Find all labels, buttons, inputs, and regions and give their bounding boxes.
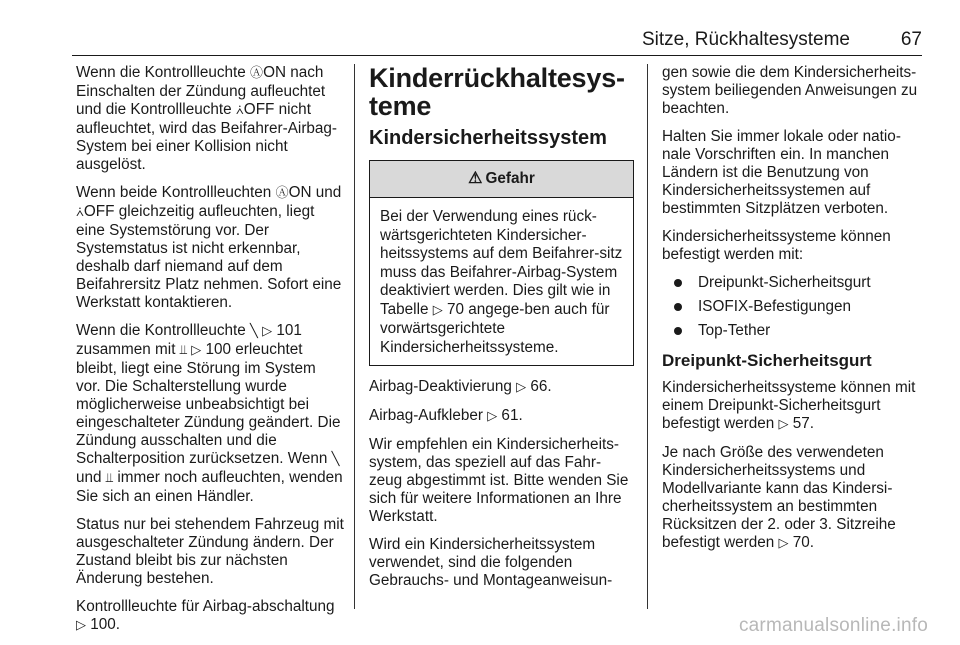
reference-arrow-icon[interactable]: ▷: [778, 417, 789, 432]
warning-label: Gefahr: [485, 170, 535, 187]
airbag-off-icon: ⩑: [235, 103, 244, 118]
paragraph: Kindersicherheitssysteme können mit einem Dreipunkt-Sicherheitsgurt befestigt werden ▷ 57.: [662, 379, 916, 432]
list-item: ISOFIX-Befestigungen: [662, 298, 926, 316]
warning-triangle-icon: ⚠: [468, 170, 483, 187]
column-divider: [647, 64, 648, 609]
reference-arrow-icon[interactable]: ▷: [262, 324, 273, 339]
paragraph: Wenn beide Kontrollleuchten ⒶON und ⩑OFF gleichzeitig aufleuchten, liegt eine Systemstörung vor. Der Systemstatus ist nicht erkennbar, deshalb darf niemand auf dem Beifahrersitz Platz nehmen. Sofort eine Werkstatt kontaktieren.: [76, 184, 342, 311]
paragraph: Airbag-Deaktivierung ▷ 66.: [369, 378, 552, 395]
paragraph: Je nach Größe des verwendeten Kindersicherheitssystems und Modellvariante kann das Kindersi-cherheitssystem an bestimmten Rücksitzen der 2. oder 3. Sitzreihe befestigt werden ▷ 70.: [662, 444, 896, 551]
reference-arrow-icon[interactable]: ▷: [778, 536, 789, 551]
column-2: [369, 64, 634, 600]
reference-arrow-icon[interactable]: ▷: [191, 343, 202, 358]
reference-arrow-icon[interactable]: ▷: [516, 380, 527, 395]
reference-arrow-icon[interactable]: ▷: [487, 409, 498, 424]
section-title: Kinderrückhaltesys-teme: [369, 63, 625, 121]
list-item: Dreipunkt-Sicherheitsgurt: [662, 274, 926, 292]
reference-arrow-icon[interactable]: ▷: [76, 618, 86, 633]
paragraph: Wenn die Kontrollleuchte ╲ ▷ 101 zusammen mit ⫫ ▷ 100 erleuchtet bleibt, liegt eine Störung im System vor. Die Schalterstellung wurde möglicherweise unbeabsichtigt bei eingeschalteter Zündung geändert. Die Zündung ausschalten und die Schalterposition zurücksetzen. Wenn ╲ und ⫫ immer noch aufleuchten, wenden Sie sich an einen Händler.: [76, 322, 343, 505]
warning-box: [369, 160, 634, 366]
paragraph: Wird ein Kindersicherheitssystem verwendet, sind die folgenden Gebrauchs- und Montageanweisun-: [369, 536, 613, 589]
paragraph: gen sowie die dem Kindersicherheits-system beiliegenden Anweisungen zu beachten.: [662, 64, 918, 117]
seatbelt-reminder-icon: ⫫: [105, 471, 114, 486]
subsection-title: Kindersicherheitssystem: [369, 127, 607, 149]
paragraph: Kindersicherheitssysteme können befestigt werden mit:: [662, 228, 891, 263]
paragraph: Airbag-Aufkleber ▷ 61.: [369, 407, 523, 424]
column-divider: [354, 64, 355, 609]
paragraph: Status nur bei stehendem Fahrzeug mit ausgeschalteter Zündung ändern. Der Zustand bleibt bis zur nächsten Änderung bestehen.: [76, 516, 344, 587]
header-rule: [72, 55, 922, 56]
warning-header: [370, 161, 633, 198]
column-3: [662, 64, 926, 563]
list-item: Top-Tether: [662, 322, 926, 340]
paragraph: Wenn die Kontrollleuchte ⒶON nach Einschalten der Zündung aufleuchtet und die Kontrollleuchte ⩑OFF nicht aufleuchtet, wird das Beifahrer-Airbag-System bei einer Kollision nicht ausgelöst.: [76, 64, 338, 173]
column-1: [76, 64, 344, 645]
airbag-on-icon: Ⓐ: [250, 66, 264, 81]
airbag-on-icon: Ⓐ: [275, 186, 289, 201]
header-title: Sitze, Rückhaltesysteme: [641, 29, 850, 50]
airbag-warning-icon: ╲: [331, 452, 340, 467]
warning-text: Bei der Verwendung eines rück-wärtsgerichteten Kindersicher-heitssystems auf dem Beifahrer-sitz muss das Beifahrer-Airbag-System deaktiviert werden. Dies gilt wie in Tabelle ▷ 70 angege-ben auch für vorwärtsgerichtete Kindersicherheitssysteme.: [380, 208, 623, 356]
watermark: carmanualsonline.info: [738, 615, 928, 636]
paragraph: Kontrollleuchte für Airbag-abschaltung ▷ 100.: [76, 598, 335, 633]
seatbelt-reminder-icon: ⫫: [179, 343, 188, 358]
page-header: [72, 28, 922, 56]
airbag-off-icon: ⩑: [76, 205, 84, 220]
paragraph: Wir empfehlen ein Kindersicherheits-system, das speziell auf das Fahr-zeug abgestimmt ist. Bitte wenden Sie sich für weitere Informationen an Ihre Werkstatt.: [369, 436, 629, 525]
reference-arrow-icon[interactable]: ▷: [432, 302, 443, 318]
subsection-title: Dreipunkt-Sicherheitsgurt: [662, 351, 872, 370]
airbag-warning-icon: ╲: [250, 324, 258, 339]
page-number: 67: [900, 29, 922, 50]
paragraph: Halten Sie immer lokale oder natio-nale Vorschriften ein. In manchen Ländern ist die Benutzung von Kindersicherheitssystemen auf bestimmten Sitzplätzen verboten.: [662, 128, 901, 217]
mount-options-list: [662, 274, 926, 340]
